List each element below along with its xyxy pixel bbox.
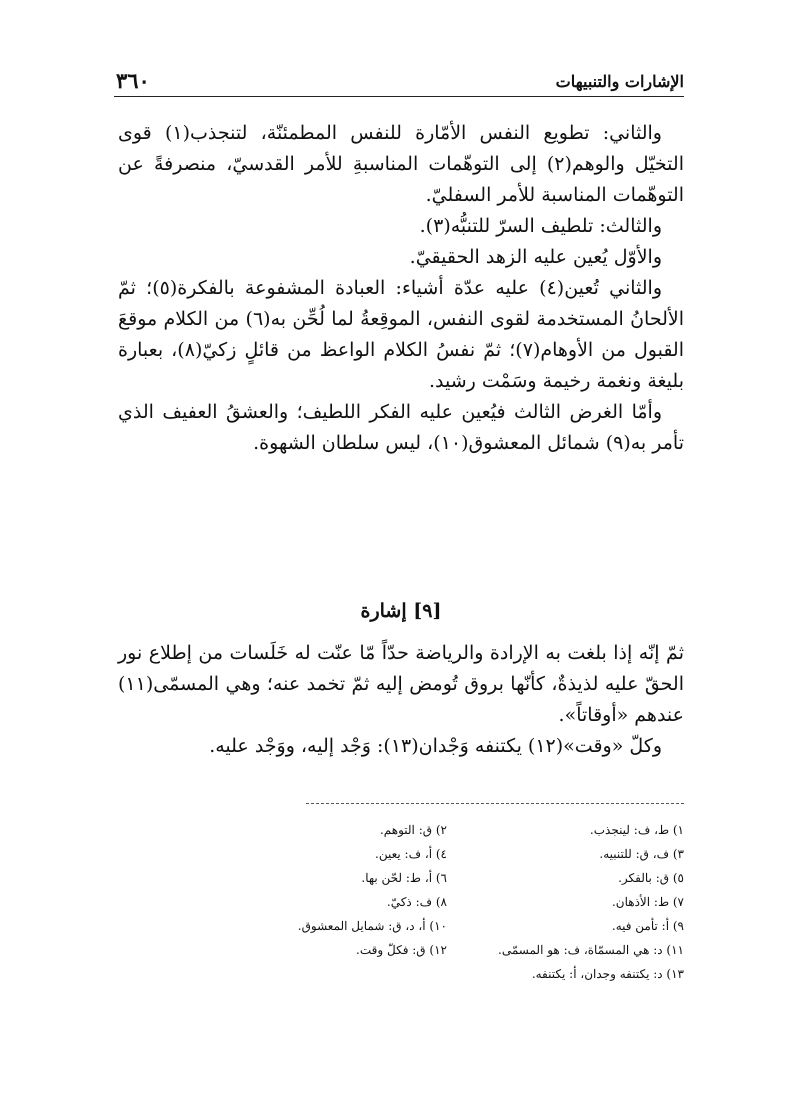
paragraph: ثمّ إنّه إذا بلغت به الإرادة والرياضة حدّاً مّا عنّت له خَلَسات من إطلاع نور الحقّ عليه لذيذةٌ، كأنّها بروق تُومض إليه ثمّ تخمد عنه؛ وهي المسمّى(١١) عندهم «أوقاتاً».: [118, 642, 684, 726]
main-text: [118, 118, 684, 459]
footnote: ١٠) أ، د، ق: شمايل المعشوق.: [297, 919, 447, 933]
footnote: ٧) ط: الأذهان.: [611, 895, 684, 909]
footnote: ١٢) ق: فكلّ وقت.: [356, 943, 447, 957]
section-heading: [٩] إشارة: [360, 600, 442, 622]
footnote: ٩) أ: تأمن فيه.: [611, 919, 684, 933]
paragraph: والثالث: تلطيف السرّ للتنبُّه(٣).: [419, 215, 662, 237]
footnotes: [250, 818, 684, 986]
paragraph: وأمّا الغرض الثالث فيُعين عليه الفكر اللطيف؛ والعشقُ العفيف الذي تأمر به(٩) شمائل المعشوق(١٠)، ليس سلطان الشهوة.: [118, 401, 684, 454]
footnote: ٣) ف، ق: للتنبيه.: [599, 847, 684, 861]
footnote: ١٣) د: يكتنفه وجدان، أ: يكتنفه.: [531, 967, 684, 981]
paragraph: وكلّ «وقت»(١٢) يكتنفه وَجْدان(١٣): وَجْد إليه، ووَجْد عليه.: [209, 735, 662, 757]
footnote: ٥) ق: بالفكر.: [618, 871, 684, 885]
section-text: [118, 638, 684, 762]
footnote: ٤) أ، ف: يعين.: [375, 847, 447, 861]
footnote: ٦) أ، ط: لحّن بها.: [361, 871, 447, 885]
running-title: الإشارات والتنبيهات: [555, 72, 684, 91]
footnote: ١١) د: هي المسمّاة، ف: هو المسمّى.: [498, 943, 684, 957]
page-number: ٣٦٠: [116, 68, 150, 93]
paragraph: والأوّل يُعين عليه الزهد الحقيقيّ.: [409, 246, 662, 268]
footnote: ١) ط، ف: لينجذب.: [589, 823, 684, 837]
footnote: ٨) ف: ذكيّ.: [386, 895, 447, 909]
paragraph: والثاني: تطويع النفس الأمّارة للنفس المطمئنّة، لتنجذب(١) قوى التخيّل والوهم(٢) إلى التوهّمات المناسبةِ للأمر القدسيّ، منصرفةً عن التوهّمات المناسبة للأمر السفليّ.: [118, 122, 684, 206]
footnote-divider: [306, 803, 684, 804]
paragraph: والثاني تُعين(٤) عليه عدّة أشياء: العبادة المشفوعة بالفكرة(٥)؛ ثمّ الألحانُ المستخدمة لقوى النفس، الموقِعةُ لما لُحِّن به(٦) من الكلام موقعَ القبول من الأوهام(٧)؛ ثمّ نفسُ الكلام الواعظ من قائلٍ زكيّ(٨)، بعبارة بليغة ونغمة رخيمة وسَمْت رشيد.: [118, 277, 685, 392]
page-header: [114, 64, 684, 97]
footnote: ٢) ق: التوهم.: [379, 823, 447, 837]
